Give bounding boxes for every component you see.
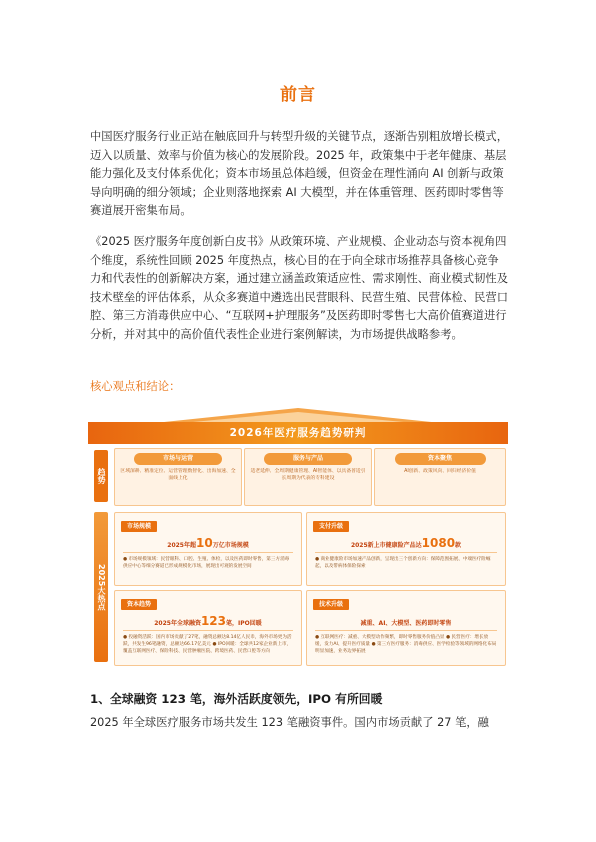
trend-column-head: 资本聚焦: [395, 453, 486, 465]
card-headline: 2025年全球融资123笔，IPO回暖: [123, 614, 293, 631]
page-title: 前言: [280, 85, 316, 105]
section-heading: 1、全球融资 123 笔，海外活跃度领先，IPO 有所回暖: [90, 692, 383, 706]
card-headline: 减重、AI、大模型、医药即时零售: [315, 614, 497, 631]
card-market-size: [114, 512, 302, 586]
trend-infographic: [88, 408, 508, 666]
trend-column-head: 市场与运营: [134, 453, 222, 465]
trend-column-body: 适老延伸、全周期健康管理、AI智能体、以具备普适引长周期为代表的专科建设: [250, 469, 366, 481]
trend-column-market: [114, 448, 242, 506]
trend-column-service: [244, 448, 372, 506]
infographic-title: 2026年医疗服务趋势研判: [88, 422, 508, 444]
intro-paragraph-1: 中国医疗服务行业正站在触底回升与转型升级的关键节点，逐渐告别粗放增长模式，迈入以质量、效率与价值为核心的发展阶段。2025 年，政策集中于老年健康、基层能力强化及支付体系优化；资本市场虽总体趋缓，但资金在理性涌向 AI 创新与政策导向明确的细分领域；企业则落地探索 AI 大模型，并在体重管理、医药即时零售等赛道展开密集布局。: [90, 130, 508, 218]
trend-column-body: AI创新、政策风向、回归经济价值: [404, 469, 476, 474]
trend-column-head: 服务与产品: [264, 453, 352, 465]
card-payment-upgrade: [306, 512, 506, 586]
hotspot-label: 2025大热点: [94, 512, 108, 662]
card-tag: 市场规模: [121, 521, 157, 532]
card-headline: 2025年超10万亿市场规模: [123, 536, 293, 553]
trend-column-capital: [374, 448, 506, 506]
key-findings-heading: 核心观点和结论：: [90, 380, 181, 393]
card-bullets: ● 投融资活跃：国内市场贡献了27笔，融资总额达8.14亿人民币，海外市场更为活跃，共发生96笔融资，总额达66.17亿美元 ● IPO回暖：全球共12家企业新上市，覆盖互联网医疗、保险科技、民营肿瘤医院、跨境医药、民营口腔等方向: [123, 635, 292, 654]
card-tag: 支付升级: [313, 521, 349, 532]
card-bullets: ● 市场规模领域：民营眼科、口腔、生殖、体检，以及医药即时零售，第三方消毒供应中心等细分赛道已形成规模化市场，展现出可观的发展空间: [123, 557, 290, 569]
card-bullets: ● 商业健康险市场加速产品创新，呈现出三个创新方向：保障范围拓展、中端医疗险崛起，以及带病体保险探索: [315, 557, 491, 569]
card-capital-trend: [114, 590, 302, 666]
intro-paragraph-2: 《2025 医疗服务年度创新白皮书》从政策环境、产业规模、企业动态与资本视角四个维度，系统性回顾 2025 年度热点，核心目的在于向全球市场推荐具备核心竞争力和代表性的创新解决方案，通过建立涵盖政策适应性、需求刚性、商业模式韧性及技术壁垒的评估体系，从众多赛道中遴选出民营眼科、民营生殖、民营体检、民营口腔、第三方消毒供应中心、“互联网+护理服务”及医药即时零售七大高价值赛道进行分析，并对其中的高价值代表性企业进行案例解读，为市场提供战略参考。: [90, 235, 508, 341]
card-headline: 2025新上市健康险产品达1080款: [315, 536, 497, 553]
trend-label: 趋势: [94, 450, 108, 502]
card-tag: 技术升级: [313, 599, 349, 610]
card-tag: 资本趋势: [121, 599, 157, 610]
trend-column-body: 区域深耕、精准定位、运营管理数智化、出海加速、全面线上化: [120, 469, 236, 481]
card-tech-upgrade: [306, 590, 506, 666]
card-bullets: ● 互联网医疗：减重、大模型动作频繁，即时零售服务价值凸显 ● 民营医疗：增长放缓，发力AI、提升医疗质量 ● 第三方医疗服务：消毒供应、医学检验等领域的网络化布局明显加速，业务边界拓展: [315, 635, 497, 654]
section-paragraph: 2025 年全球医疗服务市场共发生 123 笔融资事件。国内市场贡献了 27 笔，融: [90, 716, 489, 729]
